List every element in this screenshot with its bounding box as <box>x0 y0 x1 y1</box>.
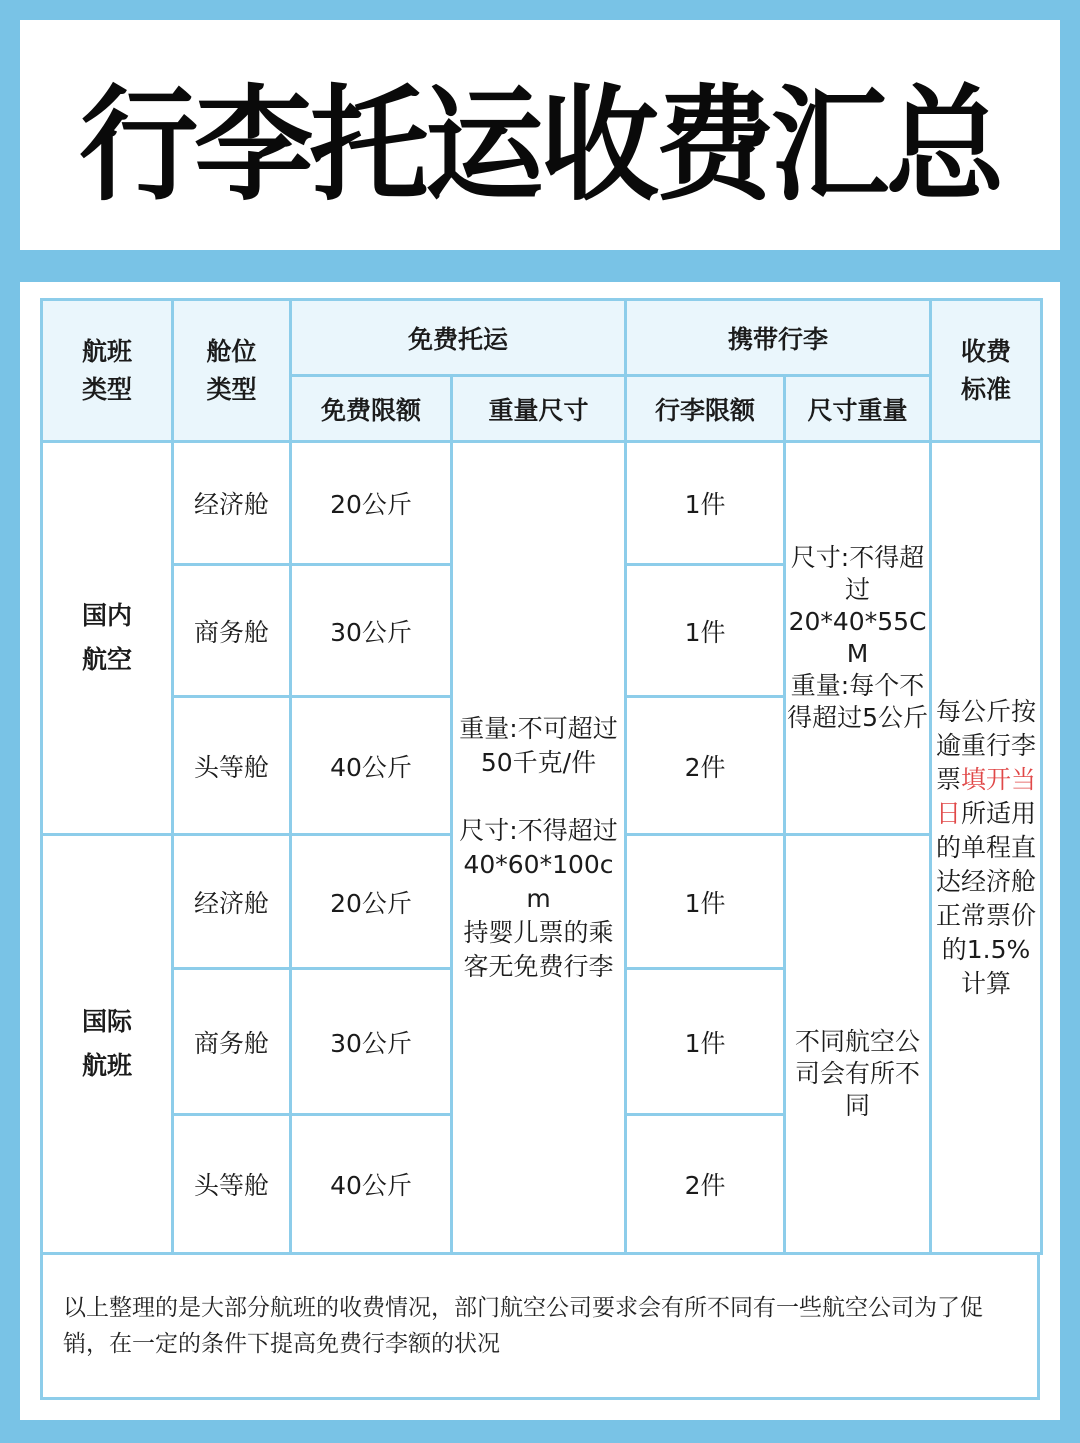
footer-note: 以上整理的是大部分航班的收费情况，部门航空公司要求会有所不同有一些航空公司为了促销，在一定的条件下提高免费行李额的状况 <box>40 1254 1040 1400</box>
region-international: 国际航班 <box>42 835 173 1254</box>
header-fee-standard: 收费标准 <box>931 300 1042 442</box>
header-carry-limit: 行李限额 <box>626 376 785 442</box>
free-allowance-cell: 30公斤 <box>291 969 452 1115</box>
free-allowance-cell: 40公斤 <box>291 1115 452 1254</box>
carry-limit-cell: 1件 <box>626 442 785 565</box>
cabin-cell: 经济舱 <box>173 442 291 565</box>
fee-text-start: 每公斤按逾重行李票 <box>936 696 1037 794</box>
carry-size-note-international: 不同航空公司会有所不同 <box>785 835 931 1254</box>
region-domestic: 国内航空 <box>42 442 173 835</box>
free-allowance-cell: 20公斤 <box>291 442 452 565</box>
carry-limit-cell: 1件 <box>626 565 785 697</box>
fee-highlight: 填开当日 <box>936 764 1037 828</box>
free-allowance-cell: 30公斤 <box>291 565 452 697</box>
carry-limit-cell: 1件 <box>626 969 785 1115</box>
fee-table-card <box>20 282 1060 1420</box>
baggage-fee-table <box>40 298 1043 1255</box>
header-carry-on: 携带行李 <box>626 300 931 376</box>
carry-limit-cell: 2件 <box>626 697 785 835</box>
table-row <box>42 442 1042 565</box>
header-free-checked: 免费托运 <box>291 300 626 376</box>
weight-size-note: 重量:不可超过50千克/件 尺寸:不得超过 40*60*100cm 持婴儿票的乘客无免费行李 <box>452 442 626 1254</box>
carry-size-note-domestic: 尺寸:不得超过 20*40*55CM 重量:每个不得超过5公斤 <box>785 442 931 835</box>
fee-text-end: 所适用的单程直达经济舱正常票价的1.5%计算 <box>936 798 1037 998</box>
cabin-cell: 头等舱 <box>173 697 291 835</box>
free-allowance-cell: 20公斤 <box>291 835 452 969</box>
title-card <box>20 20 1060 250</box>
header-cabin-type: 舱位类型 <box>173 300 291 442</box>
carry-limit-cell: 2件 <box>626 1115 785 1254</box>
cabin-cell: 头等舱 <box>173 1115 291 1254</box>
fee-standard-note <box>931 442 1042 1254</box>
header-flight-type: 航班类型 <box>42 300 173 442</box>
header-size-weight: 尺寸重量 <box>785 376 931 442</box>
cabin-cell: 商务舱 <box>173 565 291 697</box>
header-free-allowance: 免费限额 <box>291 376 452 442</box>
carry-limit-cell: 1件 <box>626 835 785 969</box>
cabin-cell: 商务舱 <box>173 969 291 1115</box>
cabin-cell: 经济舱 <box>173 835 291 969</box>
header-weight-size: 重量尺寸 <box>452 376 626 442</box>
page-title: 行李托运收费汇总 <box>79 74 1001 218</box>
free-allowance-cell: 40公斤 <box>291 697 452 835</box>
